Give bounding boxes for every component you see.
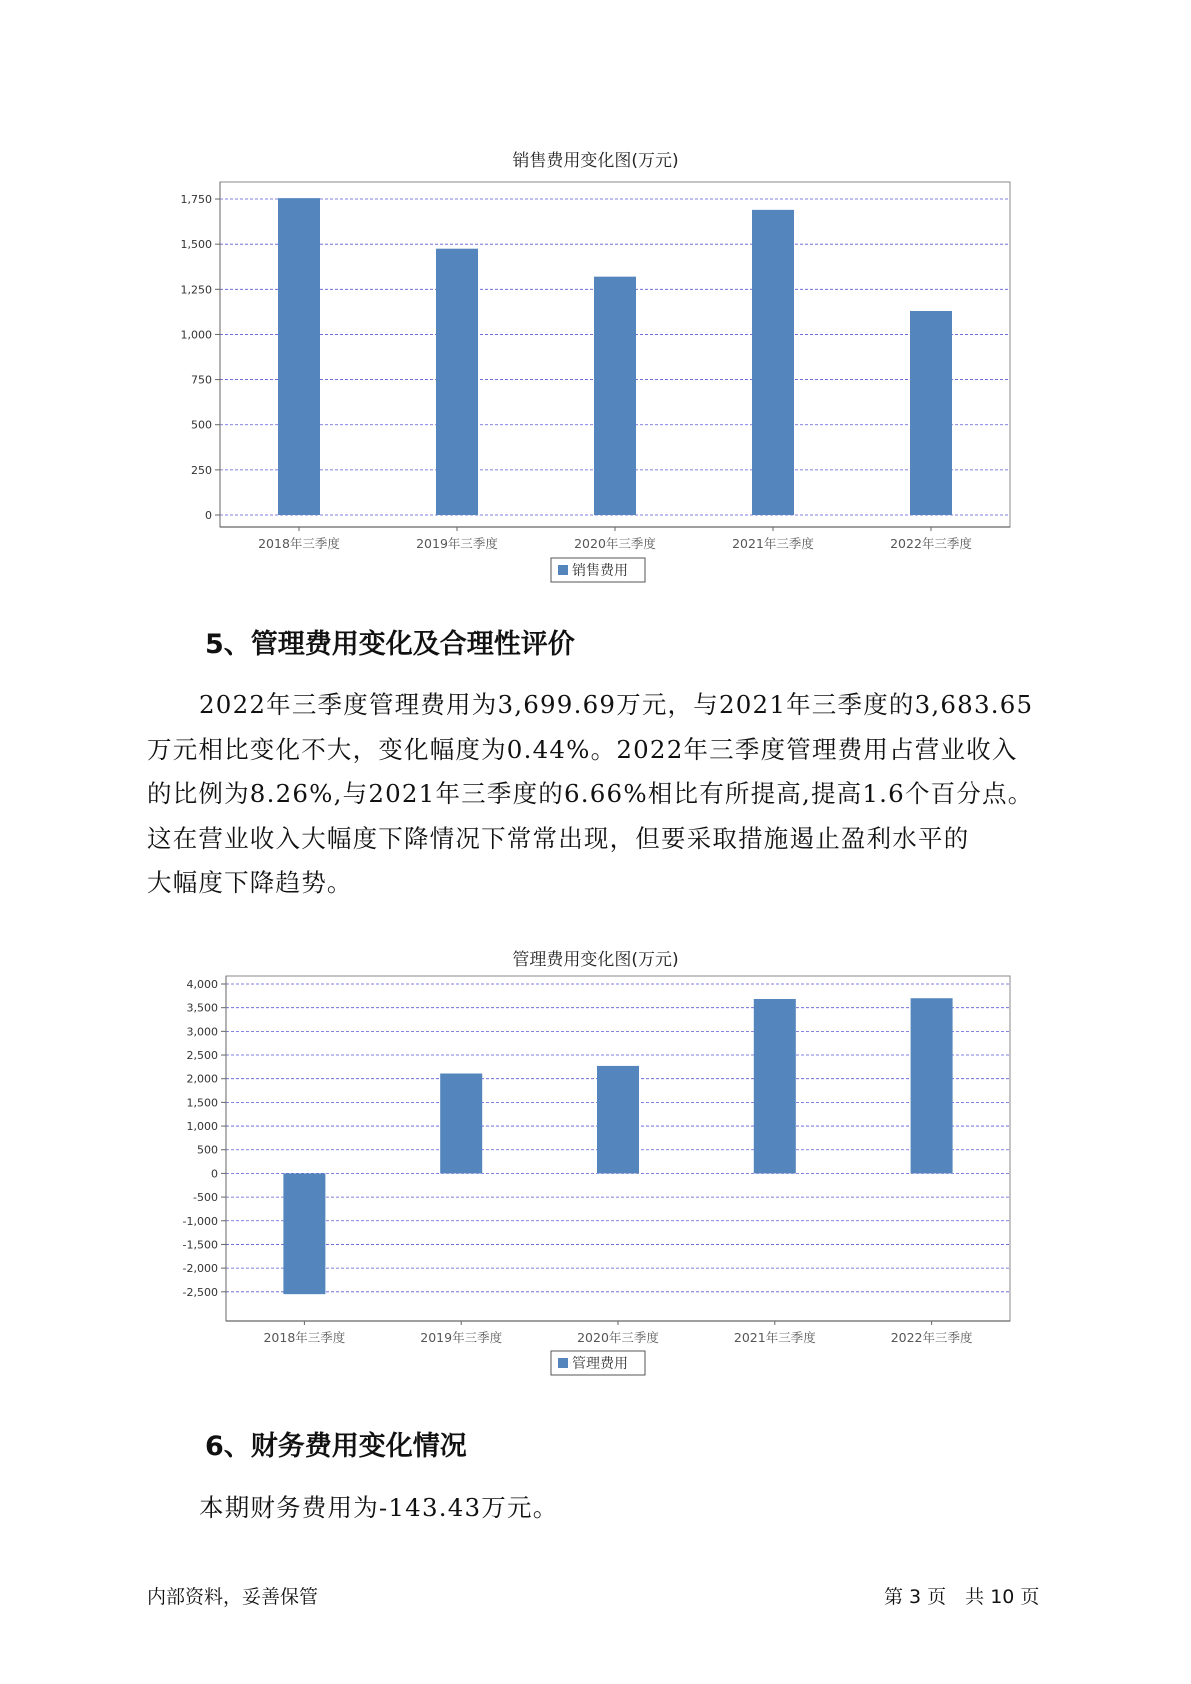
admin-expense-bar-chart	[0, 978, 1191, 1398]
bar	[910, 311, 952, 515]
legend-label: 管理费用	[572, 1356, 628, 1372]
y-tick-label: -500	[193, 1191, 218, 1205]
y-tick-label: 1,750	[180, 193, 212, 207]
bar	[597, 1066, 639, 1173]
x-tick-label: 2019年三季度	[420, 1330, 503, 1345]
y-tick-label: -1,500	[182, 1238, 218, 1252]
paragraph-line: 万元相比变化不大，变化幅度为0.44%。2022年三季度管理费用占营业收入	[147, 734, 1018, 764]
bar	[594, 277, 636, 515]
chart-title-sales-expense: 销售费用变化图(万元)	[512, 151, 679, 171]
x-tick-label: 2020年三季度	[577, 1330, 659, 1345]
x-tick-label: 2021年三季度	[732, 536, 814, 551]
y-tick-label: 1,500	[180, 238, 212, 252]
bar	[278, 198, 320, 515]
x-tick-label: 2020年三季度	[574, 536, 656, 551]
bar	[440, 1073, 482, 1173]
y-tick-label: 1,000	[186, 1120, 218, 1134]
y-tick-label: 500	[197, 1143, 218, 1157]
section-5-heading: 5、管理费用变化及合理性评价	[205, 629, 575, 660]
y-tick-label: 1,500	[186, 1096, 218, 1110]
x-tick-label: 2018年三季度	[258, 536, 340, 551]
y-tick-label: 4,000	[186, 978, 218, 991]
section-5-paragraph	[147, 683, 1047, 906]
y-tick-label: 1,000	[180, 328, 212, 342]
paragraph-line: 本期财务费用为-143.43万元。	[199, 1493, 559, 1522]
x-tick-label: 2018年三季度	[263, 1330, 346, 1345]
x-tick-label: 2019年三季度	[416, 536, 498, 551]
footer-page-number: 第 3 页 共 10 页	[884, 1586, 1040, 1608]
y-tick-label: 1,250	[180, 283, 212, 297]
footer-confidential-note: 内部资料，妥善保管	[147, 1586, 319, 1608]
y-tick-label: 3,000	[186, 1025, 218, 1039]
section-6-heading: 6、财务费用变化情况	[205, 1431, 467, 1462]
bar	[911, 998, 953, 1173]
x-tick-label: 2021年三季度	[733, 1330, 816, 1345]
bar	[283, 1173, 325, 1294]
legend-swatch	[558, 565, 568, 575]
y-tick-label: 2,000	[186, 1072, 218, 1086]
y-tick-label: 500	[191, 418, 212, 432]
y-tick-label: -1,000	[182, 1214, 218, 1228]
paragraph-line: 这在营业收入大幅度下降情况下常常出现，但要采取措施遏止盈利水平的	[147, 823, 970, 853]
legend-swatch	[558, 1358, 568, 1368]
chart-title-admin-expense: 管理费用变化图(万元)	[512, 950, 679, 970]
y-tick-label: 0	[211, 1167, 218, 1181]
paragraph-line: 的比例为8.26%,与2021年三季度的6.66%相比有所提高,提高1.6个百分点。	[147, 779, 1034, 808]
sales-expense-bar-chart	[0, 180, 1191, 600]
x-tick-label: 2022年三季度	[890, 1330, 973, 1345]
y-tick-label: 2,500	[186, 1049, 218, 1063]
section-6-paragraph	[147, 1486, 1047, 1531]
legend-label: 销售费用	[572, 563, 628, 579]
x-tick-label: 2022年三季度	[890, 536, 972, 551]
y-tick-label: 0	[205, 509, 212, 522]
paragraph-line: 2022年三季度管理费用为3,699.69万元，与2021年三季度的3,683.65	[199, 690, 1034, 719]
y-tick-label: 750	[191, 373, 212, 387]
y-tick-label: -2,500	[182, 1285, 218, 1299]
y-tick-label: -2,000	[182, 1262, 218, 1276]
y-tick-label: 3,500	[186, 1001, 218, 1015]
bar	[436, 249, 478, 515]
paragraph-line: 大幅度下降趋势。	[147, 868, 353, 897]
bar	[754, 999, 796, 1173]
bar	[752, 210, 794, 515]
y-tick-label: 250	[191, 463, 212, 477]
